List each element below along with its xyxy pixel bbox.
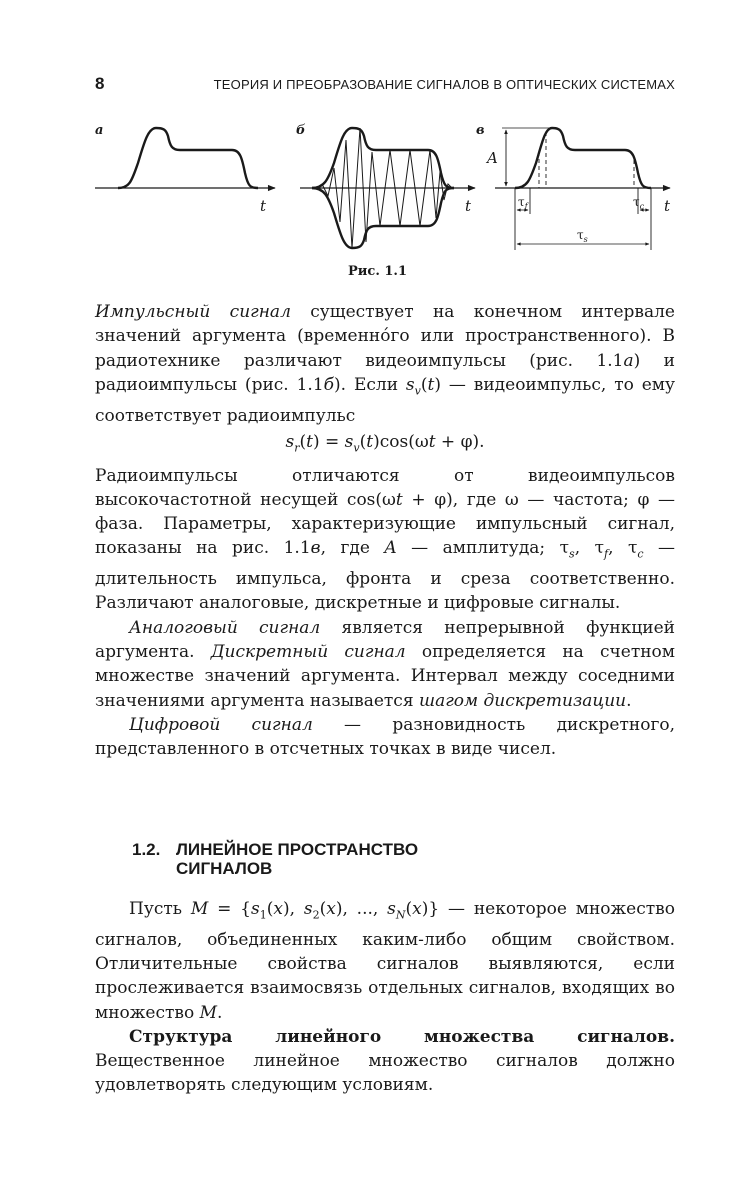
section-heading	[132, 840, 632, 878]
structure-heading: Структура линейного множества сигналов.	[129, 1026, 675, 1047]
formula-radio-pulse: $s_r(t) = s_v(t)\cos(\omega t + \varphi)$.	[285, 431, 485, 455]
paragraph-analog: Аналоговый сигнал является непрерывной функцией аргумента. Дискретный сигнал определяется на счетном множестве значений аргумента. Интервал между соседними значениями аргумента называется шагом дискретизации.	[95, 617, 676, 711]
amplitude-label: A	[487, 149, 498, 167]
running-title: ТЕОРИЯ И ПРЕОБРАЗОВАНИЕ СИГНАЛОВ В ОПТИЧЕСКИХ СИСТЕМАХ	[213, 77, 675, 92]
axis-label-t-b: t	[465, 197, 472, 215]
paragraph-radio: Радиоимпульсы отличаются от видеоимпульсов высокочастотной несущей cos(ωt + φ), где ω — частота; φ — фаза. Параметры, характеризующие импульсный сигнал, показаны на рис. 1.1в, где A — амплитуда; $\tau_s$, $\tau_f$, $\tau_c$ — длительность импульса, фронта и среза соответственно. Различают аналоговые, дискретные и цифровые сигналы.	[95, 465, 676, 614]
panel-label-c: в	[476, 123, 485, 138]
tau-c-label: $\tau_c$	[633, 195, 645, 211]
panel-label-a: а	[95, 123, 104, 138]
panel-c	[476, 123, 671, 250]
paragraph-digital: Цифровой сигнал — разновидность дискретного, представленного в отсчетных точках в виде чисел.	[95, 714, 675, 760]
panel-a	[95, 123, 275, 215]
figure-svg	[90, 118, 690, 258]
param-pulse-curve	[515, 128, 651, 188]
section-number: 1.2.	[132, 840, 161, 859]
envelope-lower	[312, 188, 454, 248]
figure-caption: Рис. 1.1	[347, 264, 407, 279]
section-title-line2: СИГНАЛОВ	[176, 859, 273, 878]
page-header	[95, 74, 675, 96]
panel-b	[296, 123, 475, 248]
axis-label-t-c: t	[664, 197, 671, 215]
paragraph-impulse: Импульсный сигнал существует на конечном интервале значений аргумента (временнóго или пространственного). В радиотехнике различают видеоимпульсы (рис. 1.1а) и радиоимпульсы (рис. 1.1б). Если $s_v(t)$ — видеоимпульс, то ему соответствует радиоимпульс	[95, 302, 676, 426]
section-title-line1: ЛИНЕЙНОЕ ПРОСТРАНСТВО	[176, 840, 419, 859]
figure-1-1	[90, 118, 690, 258]
panel-label-b: б	[296, 123, 306, 138]
tau-f-label: $\tau_f$	[518, 195, 528, 211]
structure-text: Вещественное линейное множество сигналов должно удовлетворять следующим условиям.	[95, 1051, 675, 1096]
tau-s-label: $\tau_s$	[577, 228, 588, 244]
page-number: 8	[95, 74, 105, 93]
axis-label-t-a: t	[260, 197, 267, 215]
video-pulse-curve	[118, 128, 258, 188]
paragraph-structure	[95, 1025, 675, 1098]
paragraph-set: Пусть $M = \{s_1(x)$, $s_2(x)$, ..., $s_N(x)$} — некоторое множество сигналов, объединенных каким-либо общим свойством. Отличительные свойства сигналов выявляются, если прослеживается взаимосвязь отдельных сигналов, входящих во множество M.	[95, 899, 675, 1023]
body-text-top	[95, 300, 675, 762]
body-text-bottom	[95, 897, 675, 1098]
